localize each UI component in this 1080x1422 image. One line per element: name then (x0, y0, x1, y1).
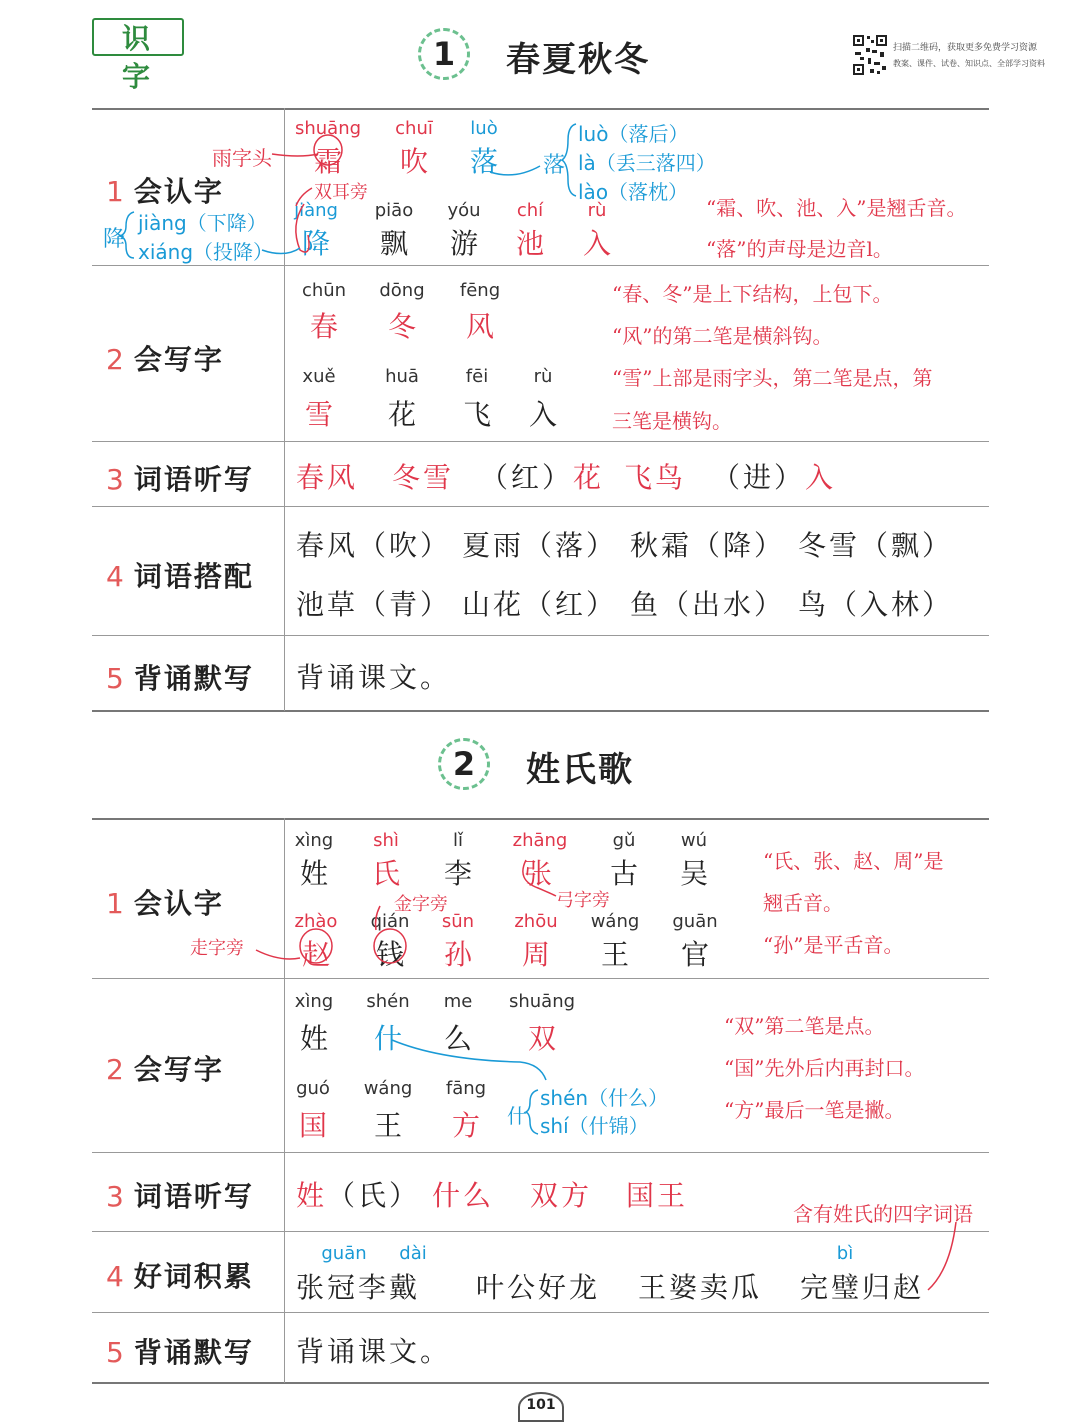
character: 游 (449, 227, 478, 260)
polyphone-reading: shén（什么） (540, 1086, 669, 1110)
dictation-word: （红）花 (480, 461, 605, 494)
study-note: “国”先外后内再封口。 (724, 1056, 925, 1080)
study-note: “风”的第二笔是横斜钩。 (612, 324, 833, 348)
l2-section-label: 3 词语听写 (106, 1180, 254, 1213)
l1-section-label: 5 背诵默写 (106, 662, 254, 695)
page-number: 101 (518, 1392, 564, 1422)
pinyin: fēi (465, 366, 489, 387)
collocation: 春风（吹） (296, 529, 452, 562)
pinyin: piāo (374, 200, 414, 221)
l1-section-label: 2 会写字 (106, 343, 224, 376)
collocation: 秋霜（降） (630, 529, 786, 562)
pinyin: wáng (590, 911, 640, 932)
lesson1-number: 1 (418, 28, 470, 80)
character: 氏 (371, 857, 400, 890)
character: 落 (469, 145, 498, 178)
dictation-word: （进）入 (712, 461, 837, 494)
lesson1-title: 春夏秋冬 (506, 40, 650, 80)
polyphone-reading: lào（落枕） (578, 180, 689, 204)
collocation: 山花（红） (462, 588, 618, 621)
character: 冬 (387, 310, 416, 343)
pinyin: huā (385, 366, 419, 387)
pinyin: luò (470, 118, 498, 139)
dictation-word: 春风 (296, 461, 359, 494)
polyphone-char: 落 (543, 153, 566, 178)
lesson2-title: 姓氏歌 (526, 750, 634, 790)
collocation: 池草（青） (296, 588, 452, 621)
annotation-radical: 雨字头 (212, 146, 272, 170)
pinyin: me (443, 991, 473, 1012)
character: 张 (523, 857, 552, 890)
character: 风 (465, 310, 494, 343)
study-note: 三笔是横钩。 (612, 409, 732, 433)
pinyin: dài (399, 1243, 427, 1264)
idiom: 张冠李戴 (296, 1271, 421, 1304)
collocation: 鸟（入林） (798, 588, 954, 621)
pinyin: dōng (379, 280, 425, 301)
pinyin: guān (672, 911, 718, 932)
pinyin: rù (533, 366, 553, 387)
study-note: “双”第二笔是点。 (724, 1014, 885, 1038)
pinyin: chí (516, 200, 544, 221)
pinyin: zhāng (512, 830, 568, 851)
character: 古 (609, 857, 638, 890)
character: 孙 (443, 938, 472, 971)
character: 降 (301, 227, 330, 260)
pinyin: xìng (294, 830, 334, 851)
study-note: “氏、张、赵、周”是 (763, 849, 944, 873)
pinyin: rù (587, 200, 607, 221)
dictation-word: 姓（氏） (296, 1179, 421, 1212)
pinyin: wáng (363, 1078, 413, 1099)
pinyin: jiàng (294, 200, 338, 221)
character: 吹 (399, 145, 428, 178)
study-note: “霜、吹、池、入”是翘舌音。 (706, 196, 967, 220)
dictation-word: 双方 (530, 1179, 593, 1212)
pinyin: chuī (395, 118, 433, 139)
unit-tag: 识 字 (92, 18, 184, 56)
pinyin: guān (321, 1243, 367, 1264)
study-note: “春、冬”是上下结构，上包下。 (612, 282, 893, 306)
qr-caption-1: 扫描二维码，获取更多免费学习资源 (893, 43, 1038, 53)
study-note: “雪”上部是雨字头，第二笔是点，第 (612, 366, 933, 390)
character: 么 (443, 1022, 472, 1055)
dictation-word: 国王 (626, 1179, 689, 1212)
pinyin: bì (836, 1243, 854, 1264)
character: 王 (373, 1109, 402, 1142)
study-note: “孙”是平舌音。 (763, 933, 904, 957)
character: 赵 (301, 938, 330, 971)
pinyin: qián (370, 911, 410, 932)
character: 飞 (462, 398, 491, 431)
pinyin: shén (366, 991, 410, 1012)
polyphone-char: 什 (507, 1104, 527, 1128)
character: 飘 (379, 227, 408, 260)
character: 周 (521, 938, 550, 971)
character: 吴 (679, 857, 708, 890)
pinyin: fāng (445, 1078, 487, 1099)
pinyin: shuāng (294, 118, 362, 139)
character: 方 (451, 1109, 480, 1142)
collocation: 夏雨（落） (462, 529, 618, 562)
character: 姓 (299, 1022, 328, 1055)
study-note: 翘舌音。 (763, 891, 843, 915)
dictation-word: 冬雪 (392, 461, 455, 494)
pinyin: zhōu (514, 911, 558, 932)
polyphone-reading: jiàng（下降） (138, 211, 267, 235)
character: 姓 (299, 857, 328, 890)
polyphone-reading: xiáng（投降） (138, 240, 274, 264)
character: 霜 (313, 145, 342, 178)
pinyin: chūn (301, 280, 347, 301)
l2-section-label: 1 会认字 (106, 887, 224, 920)
annotation-radical: 弓字旁 (556, 890, 610, 911)
qr-caption-2: 教案、课件、试卷、知识点、全部学习资料 (893, 59, 1045, 68)
pinyin: guó (296, 1078, 330, 1099)
annotation-radical: 走字旁 (190, 938, 244, 959)
polyphone-reading: shí（什锦） (540, 1114, 649, 1138)
pinyin: sūn (441, 911, 475, 932)
pinyin: xìng (294, 991, 334, 1012)
pinyin: fēng (459, 280, 501, 301)
pinyin: lǐ (452, 830, 463, 851)
pinyin: shuāng (508, 991, 576, 1012)
annotation-radical: 金字旁 (394, 894, 448, 915)
l1-section-label: 3 词语听写 (106, 463, 254, 496)
annotation-idioms: 含有姓氏的四字词语 (793, 1202, 973, 1226)
character: 官 (680, 938, 709, 971)
pinyin: zhào (294, 911, 338, 932)
collocation: 冬雪（飘） (798, 529, 954, 562)
polyphone-reading: là（丢三落四） (578, 151, 716, 175)
dictation-word: 什么 (432, 1179, 495, 1212)
polyphone-reading: luò（落后） (578, 122, 689, 146)
l1-section-label: 4 词语搭配 (106, 560, 254, 593)
pinyin: xuě (302, 366, 336, 387)
dictation-word: 飞鸟 (624, 461, 687, 494)
pinyin: yóu (447, 200, 481, 221)
collocation: 鱼（出水） (630, 588, 786, 621)
character: 池 (515, 227, 544, 260)
polyphone-char: 降 (103, 227, 126, 252)
character: 什 (373, 1022, 402, 1055)
l2-section-label: 4 好词积累 (106, 1260, 254, 1293)
pinyin: wú (680, 830, 708, 851)
recite-text: 背诵课文。 (296, 1335, 452, 1368)
character: 国 (298, 1109, 327, 1142)
l2-section-label: 5 背诵默写 (106, 1336, 254, 1369)
idiom: 完璧归赵 (800, 1271, 925, 1304)
recite-text: 背诵课文。 (296, 661, 452, 694)
character: 春 (309, 310, 338, 343)
pinyin: gǔ (612, 830, 636, 851)
study-note: “落”的声母是边音l。 (706, 237, 893, 261)
study-note: “方”最后一笔是撇。 (724, 1098, 905, 1122)
character: 钱 (375, 938, 404, 971)
pinyin: shì (373, 830, 399, 851)
character: 王 (600, 938, 629, 971)
annotation-radical: 双耳旁 (314, 182, 368, 203)
character: 双 (527, 1022, 556, 1055)
character: 花 (387, 398, 416, 431)
idiom: 王婆卖瓜 (638, 1271, 763, 1304)
character: 李 (443, 857, 472, 890)
character: 入 (528, 398, 557, 431)
character: 雪 (304, 398, 333, 431)
lesson2-number: 2 (438, 738, 490, 790)
idiom: 叶公好龙 (476, 1271, 601, 1304)
l1-section-label: 1 会认字 (106, 175, 224, 208)
l2-section-label: 2 会写字 (106, 1053, 224, 1086)
character: 入 (582, 227, 611, 260)
